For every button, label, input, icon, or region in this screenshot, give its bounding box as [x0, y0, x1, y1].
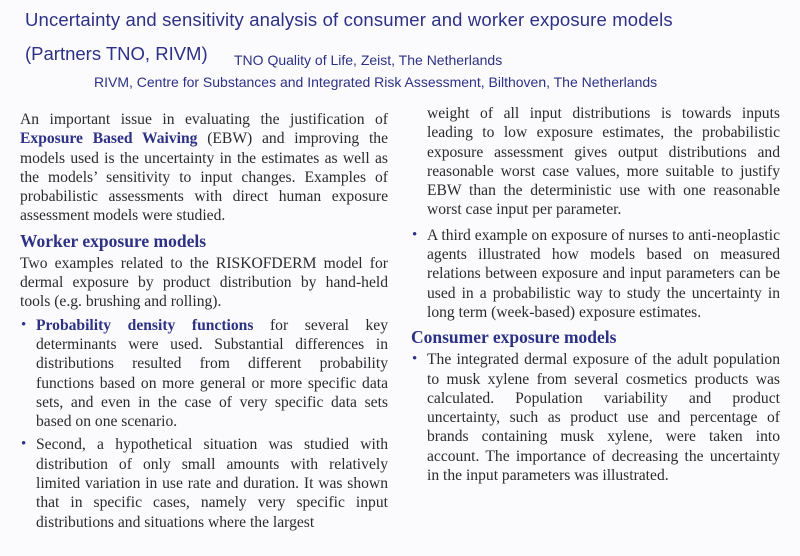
- list-item: [20, 435, 388, 531]
- right-column: [411, 104, 780, 485]
- intro-text-start: An important issue in evaluating the justification of: [20, 111, 388, 128]
- intro-text-end: (EBW) and improving the models used is the uncertainty in the estimates as well as the models’ sensitivity to input changes. Examples of probabilistic assessments with direct human exposure assessment models were studied.: [20, 130, 388, 225]
- affiliation-tno: TNO Quality of Life, Zeist, The Netherlands: [234, 52, 503, 68]
- left-column: [20, 110, 388, 556]
- bullet-text: Second, a hypothetical situation was studied with distribution of only small amounts with relatively limited variation in use rate and duration. It was shown that in specific cases, namely very specific input distributions and situations where the largest: [36, 436, 388, 531]
- bullet-icon: •: [412, 351, 418, 368]
- consumer-heading: Consumer exposure models: [411, 327, 617, 348]
- bullet-text: weight of all input distributions is towards inputs leading to low exposure estimates, the probabilistic exposure assessment gives output distributions and reasonable worst case values, more suitable to justify EBW than the deterministic use with one reasonable worst case input per parameter.: [427, 105, 780, 219]
- list-item-continued: [411, 104, 780, 220]
- intro-paragraph: [20, 110, 388, 226]
- poster-header: [0, 0, 800, 100]
- list-item: [411, 226, 780, 322]
- partners-subtitle: (Partners TNO, RIVM): [25, 43, 208, 64]
- bullet-text: [36, 316, 388, 432]
- list-item: [20, 316, 388, 432]
- affiliation-rivm: RIVM, Centre for Substances and Integrated Risk Assessment, Bilthoven, The Netherlands: [94, 74, 658, 90]
- bullet-text: A third example on exposure of nurses to anti-neoplastic agents illustrated how models based on measured relations between exposure and input parameters can be used in a probabilistic way to study the uncertainty in long term (week-based) exposure estimates.: [427, 226, 780, 321]
- bullet-icon: •: [21, 436, 27, 453]
- list-item: [411, 350, 780, 485]
- worker-heading: Worker exposure models: [20, 230, 207, 251]
- bullet-body: for several key determinants were used. Substantial differences in distributions resulted from different probability functions based on more general or more specific data sets, and even in the case of very specific data sets based on one scenario.: [36, 316, 388, 431]
- bullet-icon: •: [412, 226, 418, 243]
- page-title: Uncertainty and sensitivity analysis of consumer and worker exposure models: [25, 9, 673, 30]
- bullet-icon: •: [21, 316, 27, 333]
- bullet-text: The integrated dermal exposure of the adult population to musk xylene from several cosmetics products was calculated. Population variability and product uncertainty, such as product use and percentage of brands containing musk xylene, were taken into account. The importance of decreasing the uncertainty in the input parameters was illustrated.: [427, 351, 780, 485]
- pdf-keyword: Probability density functions: [36, 316, 254, 334]
- worker-intro-paragraph: Two examples related to the RISKOFDERM model for dermal exposure by product distribution by hand-held tools (e.g. brushing and rolling).: [20, 254, 388, 311]
- ebw-keyword: Exposure Based Waiving: [20, 130, 198, 148]
